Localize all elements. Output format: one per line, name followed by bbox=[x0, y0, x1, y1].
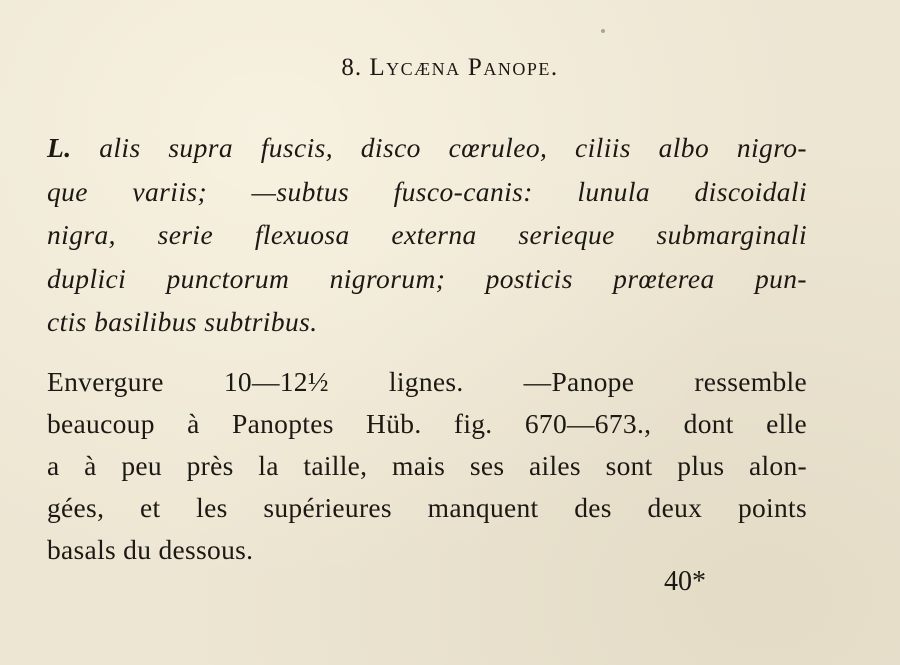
latin-diagnosis bbox=[47, 126, 807, 344]
french-line: a à peu près la taille, mais ses ailes sont plus alon- bbox=[47, 450, 807, 481]
latin-line: L. alis supra fuscis, disco cœruleo, ciliis albo nigro- bbox=[47, 132, 807, 163]
paper-speck bbox=[601, 29, 605, 33]
french-description bbox=[47, 361, 807, 571]
genus-abbreviation: L. bbox=[47, 132, 72, 163]
french-line: beaucoup à Panoptes Hüb. fig. 670—673., dont elle bbox=[47, 408, 807, 439]
latin-line: nigra, serie flexuosa externa serieque submarginali bbox=[47, 219, 807, 250]
french-line: basals du dessous. bbox=[47, 534, 254, 565]
species-heading bbox=[0, 54, 900, 82]
signature-mark: 40* bbox=[664, 566, 706, 597]
latin-line: ctis basilibus subtribus. bbox=[47, 306, 318, 337]
latin-line: que variis; —subtus fusco-canis: lunula discoidali bbox=[47, 175, 807, 207]
species-number: 8. bbox=[341, 54, 363, 81]
species-name: Panope. bbox=[467, 54, 559, 81]
french-line: gées, et les supérieures manquent des deux points bbox=[47, 492, 807, 523]
latin-line: duplici punctorum nigrorum; posticis prœterea pun- bbox=[47, 262, 807, 294]
genus-name: Lycæna bbox=[369, 54, 461, 81]
french-line: Envergure 10—12½ lignes. —Panope ressemble bbox=[47, 366, 807, 397]
